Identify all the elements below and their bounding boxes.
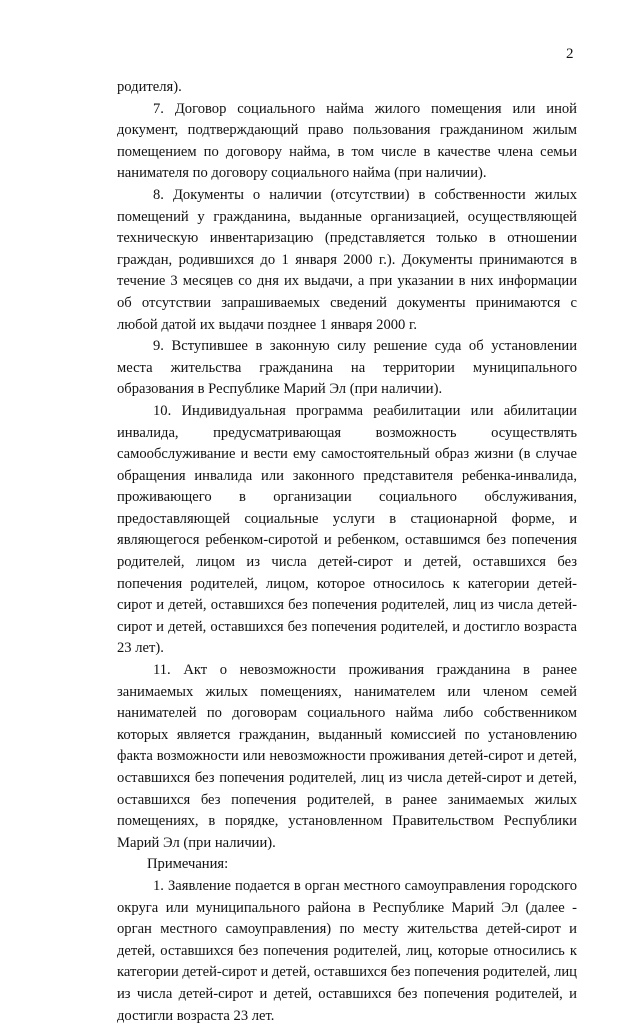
paragraph-item-10: 10. Индивидуальная программа реабилитации или абилитации инвалида, предусматривающая возможность осуществлять самообслуживание и вести ему самостоятельный образ жизни (в случае обращения инвалида или законного представителя ребенка-инвалида, проживающего в организации социального обслуживания, предоставляющей социальные услуги в стационарной форме, и являющегося ребенком-сиротой и ребенком, оставшимся без попечения родителей, лицом из числа детей-сирот и детей, оставшихся без попечения родителей, лицом, которое относилось к категории детей-сирот и детей, оставшихся без попечения родителей, лиц из числа детей-сирот и детей, оставшихся без попечения родителей, и достигло возраста 23 лет). xyxy=(117,402,577,657)
paragraph-item-8: 8. Документы о наличии (отсутствии) в собственности жилых помещений у гражданина, выданные организацией, осуществляющей техническую инвентаризацию (представляется только в отношении граждан, родившихся до 1 января 2000 г.). Документы принимаются в течение 3 месяцев со дня их выдачи, а при указании в них информации об отсутствии запрашиваемых сведений документы принимаются с любой датой их выдачи позднее 1 января 2000 г. xyxy=(117,186,577,333)
page-number: 2 xyxy=(566,46,574,62)
paragraph-continuation: родителя). xyxy=(117,79,182,95)
note-item-1: 1. Заявление подается в орган местного самоуправления городского округа или муниципального района в Республике Марий Эл (далее - орган местного самоуправления) по месту жительства детей-сирот и детей, оставшихся без попечения родителей, лиц, которые относились к категории детей-сирот и детей, оставшихся без попечения родителей, лиц из числа детей-сирот и детей, оставшихся без попечения родителей, и достигли возраста 23 лет. xyxy=(117,877,577,1024)
notes-heading: Примечания: xyxy=(147,856,229,873)
paragraph-item-9: 9. Вступившее в законную силу решение суда об установлении места жительства гражданина на территории муниципального образования в Республике Марий Эл (при наличии). xyxy=(117,338,577,398)
paragraph-item-11: 11. Акт о невозможности проживания гражданина в ранее занимаемых жилых помещениях, нанимателем или членом семей нанимателей по договорам социального найма либо собственником которых является гражданин, выданный комиссией по установлению факта возможности или невозможности проживания детей-сирот и детей, оставшихся без попечения родителей, лиц из числа детей-сирот и детей, оставшихся без попечения родителей, в ранее занимаемых жилых помещениях, в порядке, установленном Правительством Республики Марий Эл (при наличии). xyxy=(117,662,577,851)
document-body xyxy=(117,77,577,1027)
paragraph-item-7: 7. Договор социального найма жилого помещения или иной документ, подтверждающий право пользования гражданином жилым помещением по договору найма, в том числе в качестве члена семьи нанимателя по договору социального найма (при наличии). xyxy=(117,100,577,182)
